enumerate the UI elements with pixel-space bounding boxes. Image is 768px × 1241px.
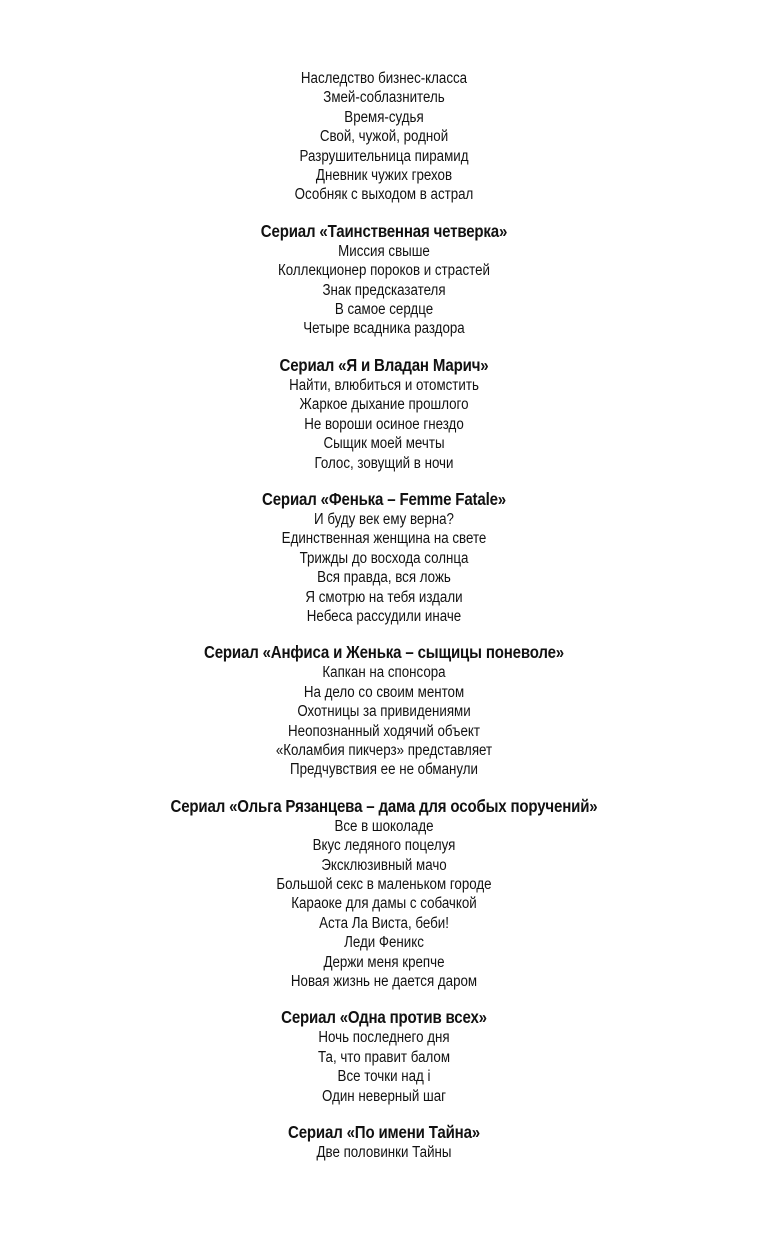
- book-title: Дневник чужих грехов: [315, 167, 453, 185]
- book-title: Небеса рассудили иначе: [306, 607, 462, 625]
- book-title: Новая жизнь не дается даром: [290, 973, 478, 991]
- book-title: Все точки над i: [337, 1068, 431, 1086]
- book-title: Коллекционер пороков и страстей: [278, 262, 490, 280]
- book-list: [0, 69, 768, 205]
- book-title: Разрушительница пирамид: [299, 147, 469, 165]
- book-title: Свой, чужой, родной: [319, 128, 449, 146]
- book-title: На дело со своим ментом: [303, 683, 465, 701]
- book-title: Не вороши осиное гнездо: [304, 415, 464, 433]
- series-section-0: [0, 69, 768, 205]
- series-heading: Сериал «Фенька – Femme Fatale»: [262, 488, 506, 509]
- book-list: [0, 1143, 768, 1162]
- book-list: [0, 1028, 768, 1106]
- series-heading: Сериал «Таинственная четверка»: [260, 220, 508, 241]
- book-title: Вся правда, вся ложь: [317, 569, 451, 587]
- book-list: [0, 663, 768, 779]
- book-title: Наследство бизнес-класса: [300, 70, 468, 87]
- book-title: Предчувствия ее не обманули: [290, 761, 478, 779]
- book-title: Капкан на спонсора: [322, 664, 446, 682]
- book-title: Охотницы за привидениями: [297, 703, 471, 721]
- book-title: Знак предсказателя: [322, 281, 446, 299]
- series-section-4: [0, 641, 768, 779]
- book-title: Змей-соблазнитель: [323, 89, 445, 107]
- series-section-2: [0, 354, 768, 473]
- book-title: Большой секс в маленьком городе: [276, 876, 492, 893]
- book-list: [0, 817, 768, 992]
- book-title: Сыщик моей мечты: [323, 435, 445, 453]
- book-list: [0, 376, 768, 473]
- series-heading: Сериал «Анфиса и Женька – сыщицы поневоле»: [204, 642, 564, 663]
- book-title: И буду век ему верна?: [314, 510, 454, 528]
- book-list: [0, 242, 768, 339]
- book-title: Время-судья: [344, 108, 424, 126]
- series-section-7: [0, 1121, 768, 1162]
- book-title: Эксклюзивный мачо: [321, 856, 447, 874]
- book-title: «Коламбия пикчерз» представляет: [275, 741, 493, 759]
- book-title: Караоке для дамы с собачкой: [291, 895, 477, 913]
- book-title: Четыре всадника раздора: [303, 320, 465, 338]
- book-title: Жаркое дыхание прошлого: [299, 396, 469, 414]
- book-title: Та, что правит балом: [317, 1048, 451, 1066]
- series-section-5: [0, 795, 768, 992]
- book-title: Голос, зовущий в ночи: [314, 454, 454, 472]
- book-title: Найти, влюбиться и отомстить: [289, 376, 479, 394]
- book-title: Я смотрю на тебя издали: [305, 588, 463, 606]
- series-heading: Сериал «Я и Владан Марич»: [279, 354, 489, 375]
- book-title: Особняк с выходом в астрал: [294, 186, 474, 204]
- book-title: Аста Ла Виста, беби!: [319, 914, 449, 932]
- book-list: [0, 510, 768, 626]
- book-list-page: [0, 69, 768, 1177]
- series-heading: Сериал «Ольга Рязанцева – дама для особых поручений»: [170, 795, 598, 816]
- series-heading: Сериал «По имени Тайна»: [288, 1122, 480, 1143]
- book-title: Единственная женщина на свете: [281, 530, 487, 548]
- book-title: Ночь последнего дня: [318, 1029, 450, 1047]
- book-title: Все в шоколаде: [334, 817, 434, 835]
- book-title: В самое сердце: [334, 301, 434, 319]
- series-section-6: [0, 1006, 768, 1106]
- series-section-3: [0, 488, 768, 626]
- book-title: Неопознанный ходячий объект: [288, 722, 480, 740]
- book-title: Леди Феникс: [344, 934, 424, 952]
- book-title: Миссия свыше: [338, 242, 430, 260]
- book-title: Вкус ледяного поцелуя: [312, 837, 456, 855]
- series-heading: Сериал «Одна против всех»: [281, 1007, 487, 1028]
- book-title: Две половинки Тайны: [316, 1144, 452, 1162]
- series-section-1: [0, 220, 768, 339]
- book-title: Держи меня крепче: [323, 953, 445, 971]
- book-title: Один неверный шаг: [322, 1087, 446, 1105]
- book-title: Трижды до восхода солнца: [299, 549, 469, 567]
